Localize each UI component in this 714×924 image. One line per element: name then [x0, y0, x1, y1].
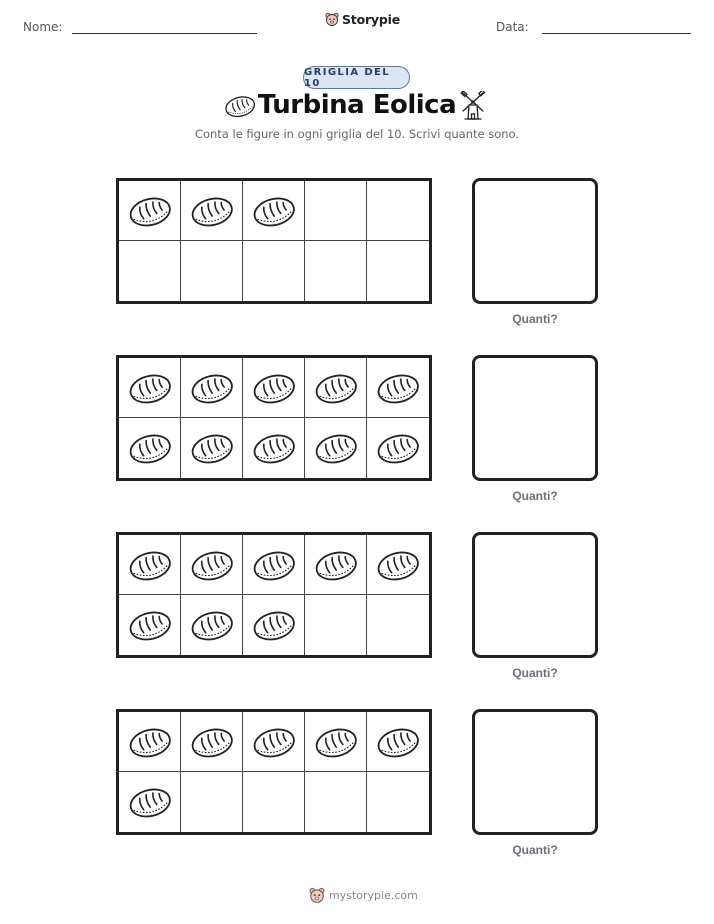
bread-icon [252, 547, 296, 583]
bread-icon [128, 193, 172, 229]
bread-icon [252, 193, 296, 229]
frame-cell [243, 418, 305, 478]
frame-cell [243, 358, 305, 418]
frame-cell [119, 595, 181, 655]
frame-cell [181, 358, 243, 418]
brand-name: Storypie [342, 12, 400, 27]
frame-cell [367, 418, 429, 478]
bread-icon [190, 430, 234, 466]
frame-cell [367, 358, 429, 418]
footer-url: mystorypie.com [329, 889, 418, 902]
bread-icon [376, 724, 420, 760]
footer [309, 887, 418, 904]
bread-icon [128, 724, 172, 760]
frame-cell [305, 712, 367, 772]
brand-logo [325, 12, 400, 27]
frame-cell [305, 358, 367, 418]
frame-cell [181, 181, 243, 241]
frame-cell [181, 418, 243, 478]
frame-cell [367, 712, 429, 772]
date-line[interactable] [542, 33, 691, 34]
answer-label-3: Quanti? [512, 666, 558, 680]
ten-frame-1 [116, 178, 432, 304]
frame-cell [181, 535, 243, 595]
bread-icon [128, 547, 172, 583]
bread-icon [190, 193, 234, 229]
frame-cell [243, 535, 305, 595]
ten-frame-2 [116, 355, 432, 481]
frame-cell [119, 712, 181, 772]
bread-icon [376, 370, 420, 406]
bread-icon [252, 430, 296, 466]
bread-icon [252, 724, 296, 760]
bread-icon [190, 607, 234, 643]
frame-cell [305, 772, 367, 832]
frame-cell [243, 772, 305, 832]
frame-cell [181, 712, 243, 772]
frame-cell [119, 181, 181, 241]
bread-icon [190, 547, 234, 583]
frame-cell [181, 772, 243, 832]
bread-icon [314, 547, 358, 583]
instructions: Conta le figure in ogni griglia del 10. Scrivi quante sono. [194, 127, 520, 141]
bread-icon [128, 784, 172, 820]
worksheet-badge: GRIGLIA DEL 10 [303, 66, 410, 89]
frame-cell [305, 241, 367, 301]
frame-cell [367, 181, 429, 241]
frame-cell [119, 358, 181, 418]
frame-cell [119, 418, 181, 478]
frame-cell [243, 595, 305, 655]
frame-cell [181, 595, 243, 655]
windmill-icon [459, 91, 487, 121]
ten-frame-3 [116, 532, 432, 658]
bread-icon [190, 370, 234, 406]
frame-cell [305, 535, 367, 595]
date-label: Data: [496, 20, 529, 34]
answer-label-2: Quanti? [512, 489, 558, 503]
answer-box-3[interactable] [472, 532, 598, 658]
frame-cell [305, 181, 367, 241]
ten-frame-4 [116, 709, 432, 835]
frame-cell [243, 181, 305, 241]
frame-cell [367, 772, 429, 832]
frame-cell [367, 595, 429, 655]
name-line[interactable] [72, 33, 257, 34]
bread-icon [314, 430, 358, 466]
name-label: Nome: [23, 20, 63, 34]
answer-box-1[interactable] [472, 178, 598, 304]
bread-icon [376, 547, 420, 583]
frame-cell [119, 535, 181, 595]
frame-cell [305, 595, 367, 655]
frame-cell [305, 418, 367, 478]
answer-box-4[interactable] [472, 709, 598, 835]
bread-icon [314, 370, 358, 406]
bear-mascot-icon [309, 887, 325, 904]
bread-icon [128, 607, 172, 643]
bread-icon [190, 724, 234, 760]
answer-label-4: Quanti? [512, 843, 558, 857]
frame-cell [119, 772, 181, 832]
answer-label-1: Quanti? [512, 312, 558, 326]
bread-icon [252, 607, 296, 643]
bread-icon [128, 430, 172, 466]
page-title: Turbina Eolica [257, 90, 457, 120]
bread-icon [252, 370, 296, 406]
bread-icon [376, 430, 420, 466]
frame-cell [367, 241, 429, 301]
bear-mascot-icon [325, 12, 339, 27]
bread-icon [128, 370, 172, 406]
answer-box-2[interactable] [472, 355, 598, 481]
frame-cell [367, 535, 429, 595]
frame-cell [243, 712, 305, 772]
frame-cell [243, 241, 305, 301]
frame-cell [181, 241, 243, 301]
bread-icon [314, 724, 358, 760]
frame-cell [119, 241, 181, 301]
